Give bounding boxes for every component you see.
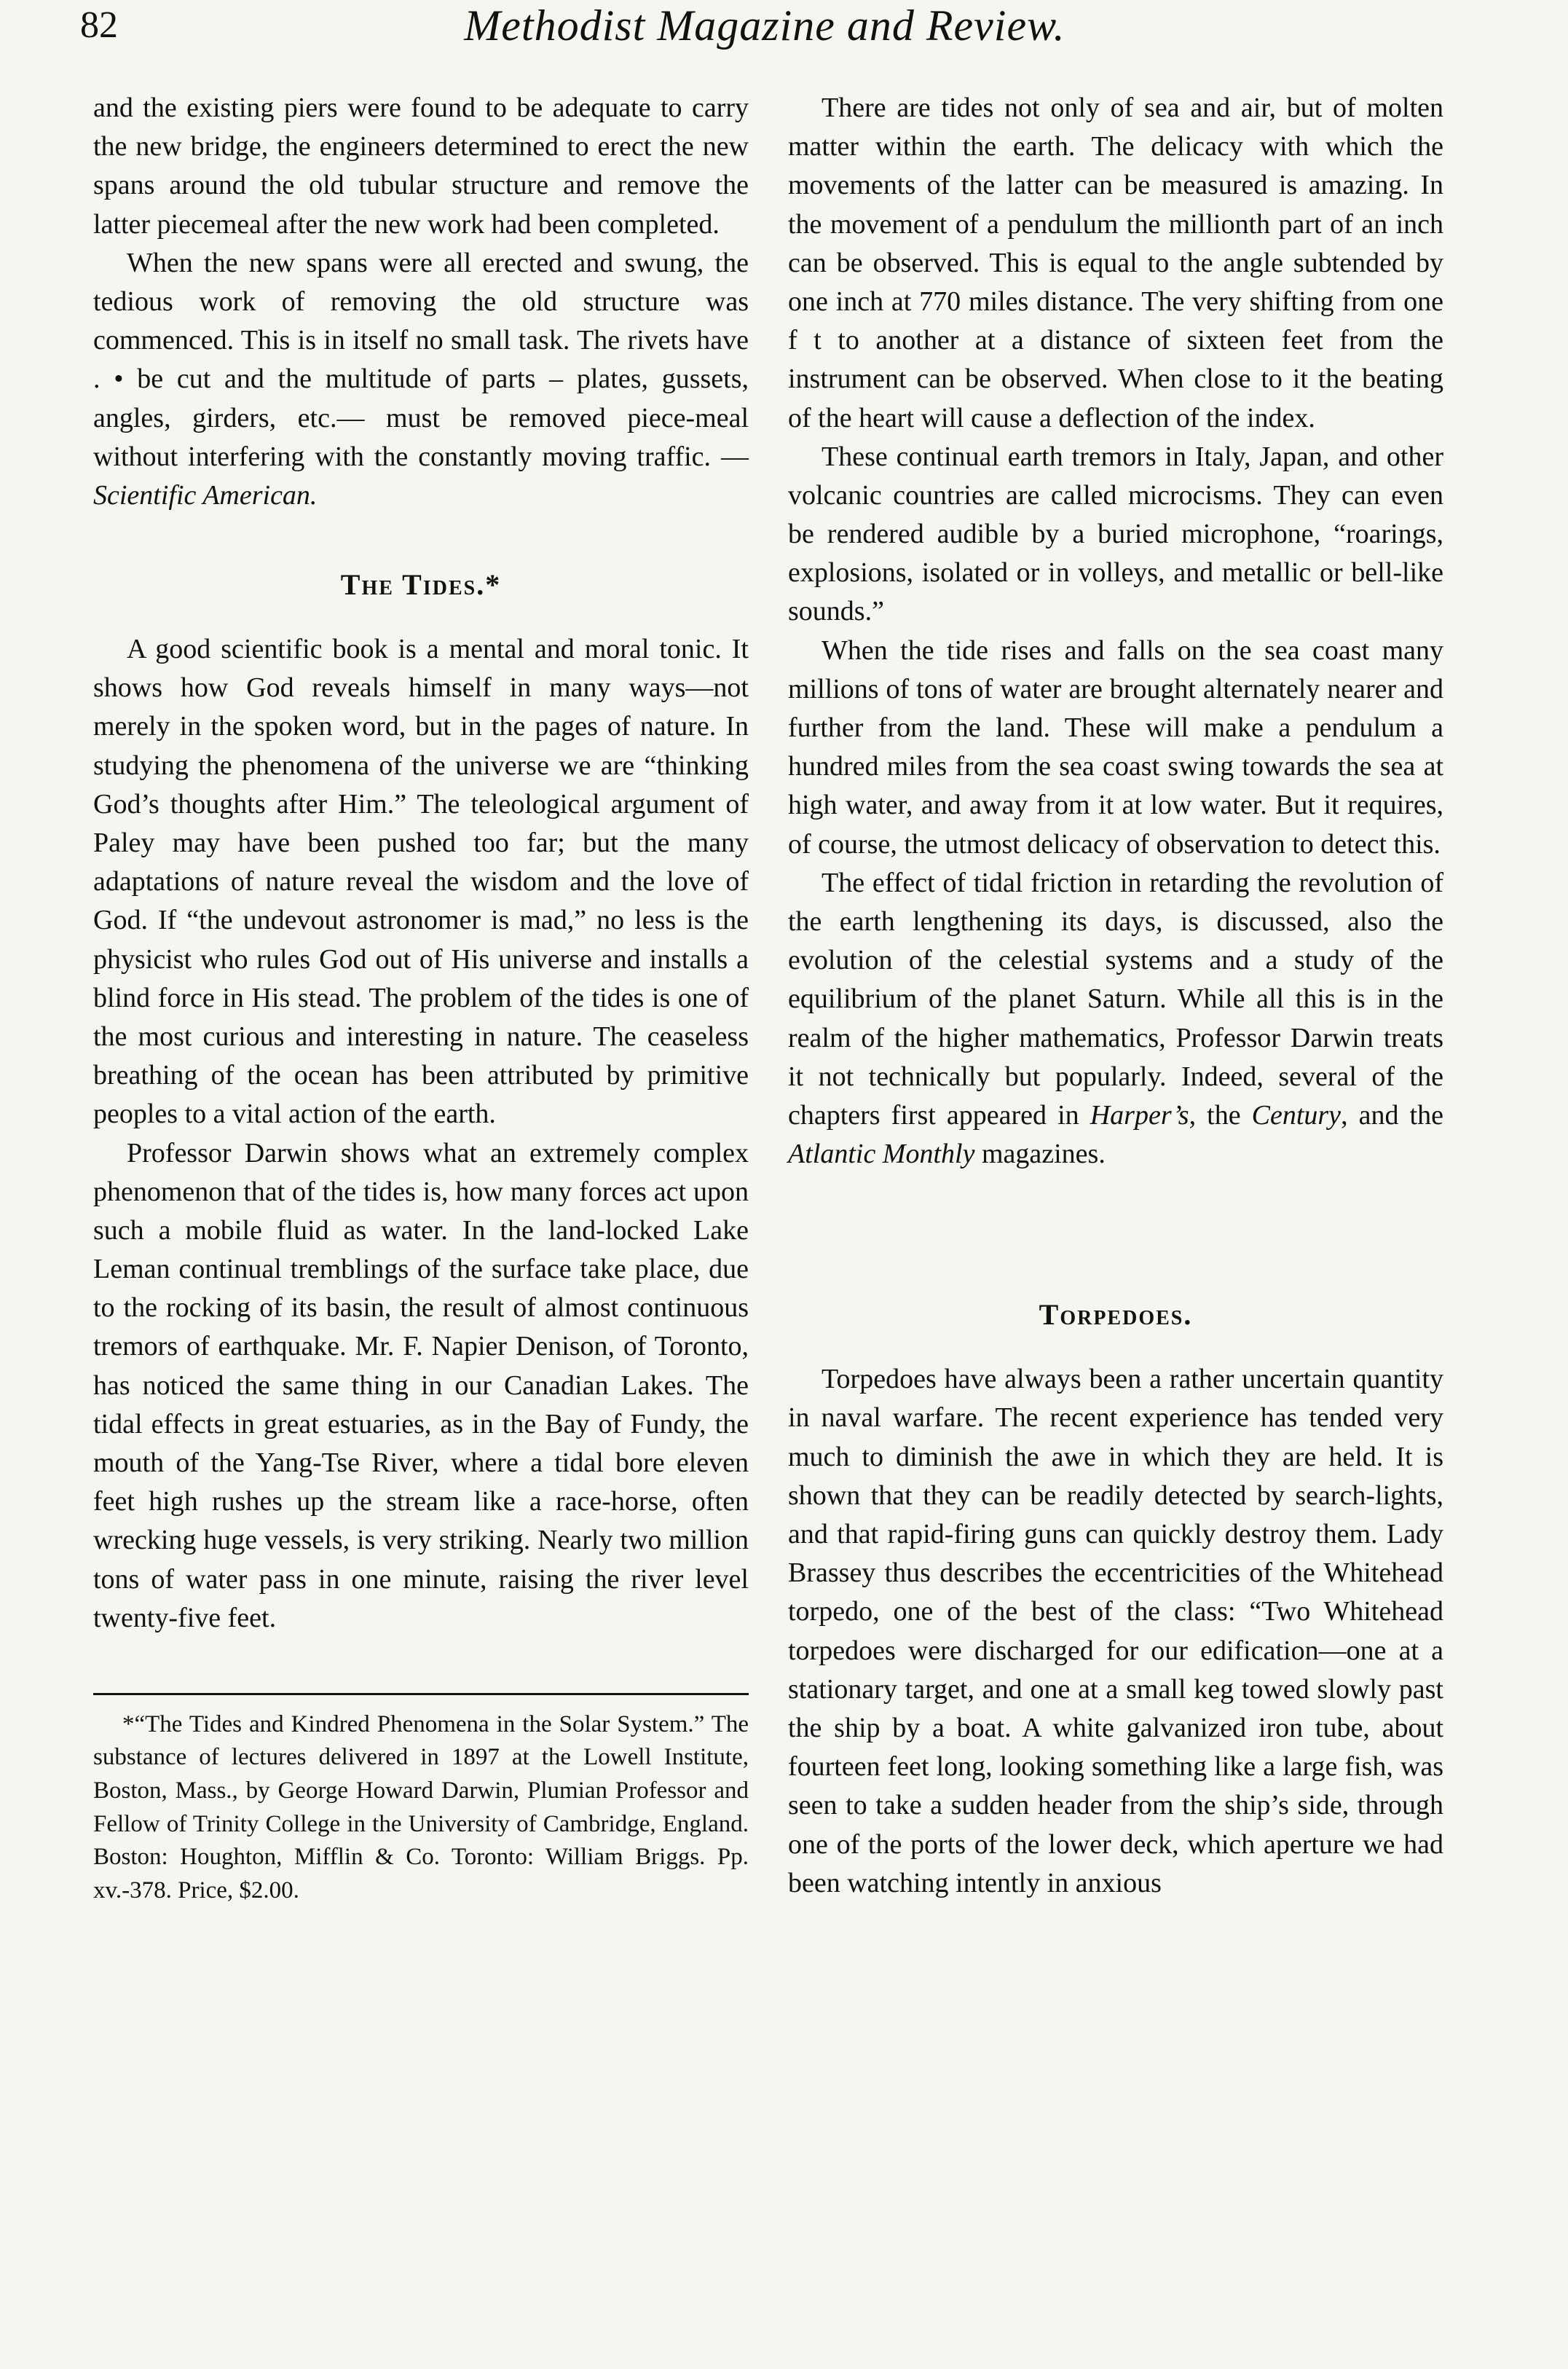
tides-paragraph-4: These continual earth tremors in Italy, Japan, and other volcanic countries are called microcisms. They can even be rendered audible by a buried microphone, “roarings, explosions, isolated or in volleys, and metallic or bell-like sounds.” <box>788 441 1443 627</box>
bridge-paragraph-text: When the new spans were all erected and swung, the tedious work of removing the old structure was commenced. This is in itself no small task. The rivets have . • be cut and the multitude of parts – plates, gussets, angles, girders, etc.— must be removed piece-meal without interfering with the constantly moving traffic. — <box>93 247 749 472</box>
torpedoes-paragraph: Torpedoes have always been a rather uncertain quantity in naval warfare. The recent experience has tended very much to diminish the awe in which they are held. It is shown that they can be readily detected by search-lights, and that rapid-firing guns can quickly destroy them. Lady Brassey thus describes the eccentricities of the Whitehead torpedo, one of the best of the class: “Two Whitehead torpedoes were discharged for our edification—one at a stationary target, and one at a small keg towed slowly past the ship by a boat. A white galvanized iron tube, about fourteen feet long, looking something like a large fish, was seen to take a sudden header from the ship’s side, through one of the ports of the lower deck, which aperture we had been watching intently in anxious <box>788 1364 1443 1898</box>
tides-paragraph-6-text-d: magazines. <box>974 1139 1106 1170</box>
tides-paragraph-6-text-c: , and the <box>1341 1099 1443 1131</box>
tides-paragraph-6-text-b: , the <box>1189 1099 1252 1131</box>
section-title-tides: The Tides.* <box>340 568 502 602</box>
tides-paragraph-6 <box>788 864 1443 1174</box>
section-title-torpedoes: Torpedoes. <box>1039 1298 1193 1332</box>
tides-paragraph-3: There are tides not only of sea and air, but of molten matter within the earth. The delicacy with which the movements of the latter can be measured is amazing. In the movement of a pendulum the millionth part of an inch can be observed. This is equal to the angle subtended by one inch at 770 miles distance. The very shifting from one f t to another at a distance of sixteen feet from the instrument can be observed. When close to it the beating of the heart will cause a deflection of the index. <box>788 93 1443 433</box>
tides-paragraph-5: When the tide rises and falls on the sea coast many millions of tons of water are brought alternately nearer and further from the land. These will make a pendulum a hundred miles from the sea coast swing towards the sea at high water, and away from it at low water. But it requires, of course, the utmost delicacy of observation to detect this. <box>788 635 1443 860</box>
bridge-paragraph <box>93 244 749 515</box>
left-column <box>93 89 749 1907</box>
magazine-atlantic-monthly: Atlantic Monthly <box>788 1139 975 1170</box>
right-column <box>788 89 1443 1903</box>
tides-paragraph-1: A good scientific book is a mental and moral tonic. It shows how God reveals himself in many ways—not merely in the spoken word, but in the pages of nature. In studying the phenomena of the universe we are “thinking God’s thoughts after Him.” The teleological argument of Paley may have been pushed too far; but the many adaptations of nature reveal the wisdom and the love of God. If “the undevout astronomer is mad,” no less is the physicist who rules God out of His universe and installs a blind force in His stead. The problem of the tides is one of the most curious and interesting in nature. The ceaseless breathing of the ocean has been attributed by primitive peoples to a vital action of the earth. <box>93 634 749 1130</box>
tides-paragraph-2: Professor Darwin shows what an extremely complex phenomenon that of the tides is, how many forces act upon such a mobile fluid as water. In the land-locked Lake Leman continual tremblings of the surface take place, due to the rocking of its basin, the result of almost continuous tremors of earthquake. Mr. F. Napier Denison, of Toronto, has noticed the same thing in our Canadian Lakes. The tidal effects in great estuaries, as in the Bay of Fundy, the mouth of the Yang-Tse River, where a tidal bore eleven feet high rushes up the stream like a race-horse, often wrecking huge vessels, is very striking. Nearly two million tons of water pass in one minute, raising the river level twenty-five feet. <box>93 1137 749 1633</box>
footnote-text: *“The Tides and Kindred Phenomena in the Solar System.” The substance of lectures delivered in 1897 at the Lowell Institute, Boston, Mass., by George Howard Darwin, Plumian Professor and Fellow of Trinity College in the University of Cambridge, England. Boston: Houghton, Mifflin & Co. Toronto: William Briggs. Pp. xv.-378. Price, $2.00. <box>93 1710 749 1904</box>
magazine-century: Century <box>1251 1099 1342 1131</box>
page-number: 82 <box>80 4 118 46</box>
page-header <box>80 0 1449 57</box>
footnote <box>93 1693 749 1907</box>
source-citation: Scientific American. <box>93 479 318 511</box>
bridge-paragraph-continued: and the existing piers were found to be adequate to carry the new bridge, the engineers determined to erect the new spans around the old tubular structure and remove the latter piecemeal after the new work had been completed. <box>93 93 749 240</box>
running-title: Methodist Magazine and Review. <box>464 1 1065 50</box>
magazine-harpers: Harper’s <box>1090 1099 1189 1131</box>
tides-paragraph-6-text-a: The effect of tidal friction in retarding the revolution of the earth lengthening its days, is discussed, also the evolution of the celestial systems and a study of the equilibrium of the planet Saturn. While all this is in the realm of the higher mathematics, Professor Darwin treats it not technically but popularly. Indeed, several of the chapters first appeared in <box>788 867 1443 1131</box>
